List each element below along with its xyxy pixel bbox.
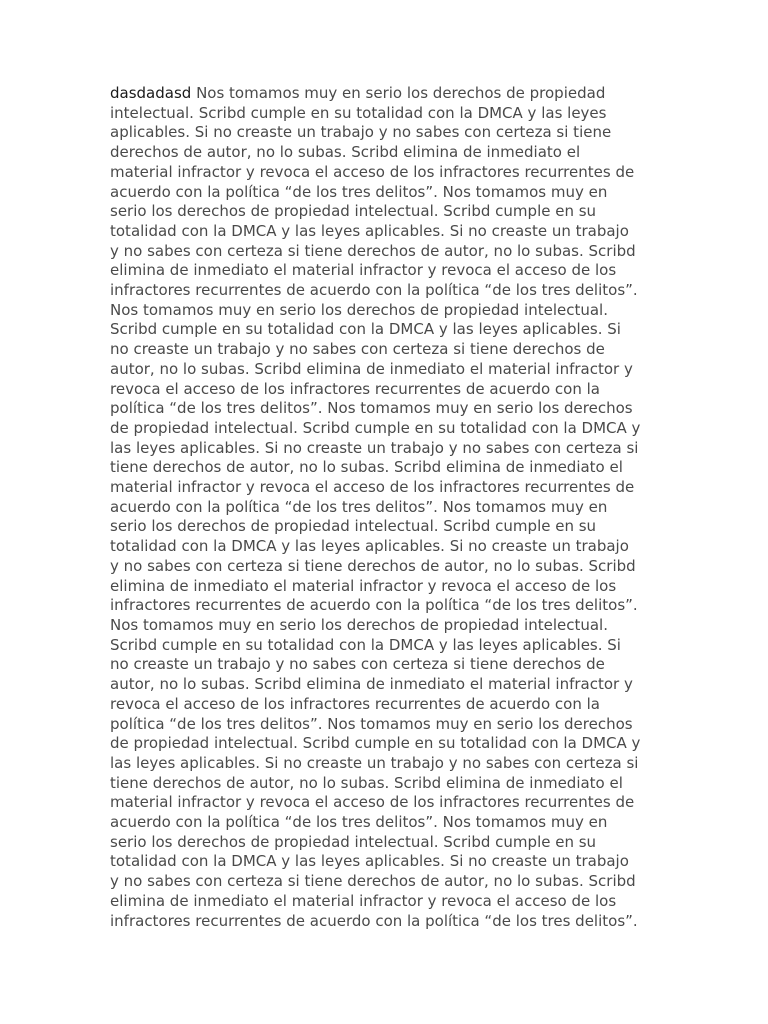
text-line: serio los derechos de propiedad intelectual. Scribd cumple en su (110, 517, 597, 536)
text-line: tiene derechos de autor, no lo subas. Scribd elimina de inmediato el (110, 773, 623, 792)
text-line: autor, no lo subas. Scribd elimina de inmediato el material infractor y (110, 675, 633, 694)
text-line: serio los derechos de propiedad intelectual. Scribd cumple en su (110, 832, 597, 851)
text-line: y no sabes con certeza si tiene derechos de autor, no lo subas. Scribd (110, 556, 636, 575)
text-line (110, 84, 662, 104)
text-line: Nos tomamos muy en serio los derechos de propiedad intelectual. (110, 300, 608, 319)
text-line: de propiedad intelectual. Scribd cumple en su totalidad con la DMCA y (110, 418, 641, 437)
text-line: autor, no lo subas. Scribd elimina de inmediato el material infractor y (110, 359, 633, 378)
text-line: totalidad con la DMCA y las leyes aplicables. Si no creaste un trabajo (110, 221, 629, 240)
document-title: dasdadasd (110, 84, 192, 102)
text-line: las leyes aplicables. Si no creaste un trabajo y no sabes con certeza si (110, 438, 639, 457)
text-line: política “de los tres delitos”. Nos tomamos muy en serio los derechos (110, 399, 633, 418)
text-line: infractores recurrentes de acuerdo con la política “de los tres delitos”. (110, 911, 638, 930)
text-line: infractores recurrentes de acuerdo con la política “de los tres delitos”. (110, 596, 638, 615)
text-line: material infractor y revoca el acceso de los infractores recurrentes de (110, 478, 635, 497)
text-line: revoca el acceso de los infractores recurrentes de acuerdo con la (110, 694, 600, 713)
text-line: las leyes aplicables. Si no creaste un trabajo y no sabes con certeza si (110, 753, 639, 772)
text-line: totalidad con la DMCA y las leyes aplicables. Si no creaste un trabajo (110, 852, 629, 871)
text-line: derechos de autor, no lo subas. Scribd elimina de inmediato el (110, 143, 581, 162)
text-line: no creaste un trabajo y no sabes con certeza si tiene derechos de (110, 340, 605, 359)
text-line: infractores recurrentes de acuerdo con la política “de los tres delitos”. (110, 281, 638, 300)
text-line: acuerdo con la política “de los tres delitos”. Nos tomamos muy en (110, 497, 608, 516)
text-line: de propiedad intelectual. Scribd cumple en su totalidad con la DMCA y (110, 734, 641, 753)
text-line: elimina de inmediato el material infractor y revoca el acceso de los (110, 576, 617, 595)
text-line: acuerdo con la política “de los tres delitos”. Nos tomamos muy en (110, 813, 608, 832)
text-line: material infractor y revoca el acceso de los infractores recurrentes de (110, 162, 635, 181)
text-line: y no sabes con certeza si tiene derechos de autor, no lo subas. Scribd (110, 241, 636, 260)
text-line-content: Nos tomamos muy en serio los derechos de propiedad (191, 84, 606, 102)
text-line: totalidad con la DMCA y las leyes aplicables. Si no creaste un trabajo (110, 537, 629, 556)
body-paragraph (110, 84, 662, 931)
text-line: serio los derechos de propiedad intelectual. Scribd cumple en su (110, 202, 597, 221)
text-line: Nos tomamos muy en serio los derechos de propiedad intelectual. (110, 615, 608, 634)
text-line: elimina de inmediato el material infractor y revoca el acceso de los (110, 891, 617, 910)
text-line: política “de los tres delitos”. Nos tomamos muy en serio los derechos (110, 714, 633, 733)
text-line: revoca el acceso de los infractores recurrentes de acuerdo con la (110, 379, 600, 398)
text-line: acuerdo con la política “de los tres delitos”. Nos tomamos muy en (110, 182, 608, 201)
text-line: y no sabes con certeza si tiene derechos de autor, no lo subas. Scribd (110, 872, 636, 891)
text-line: intelectual. Scribd cumple en su totalidad con la DMCA y las leyes (110, 103, 607, 122)
text-line: aplicables. Si no creaste un trabajo y no sabes con certeza si tiene (110, 123, 612, 142)
text-line: elimina de inmediato el material infractor y revoca el acceso de los (110, 261, 617, 280)
text-line: tiene derechos de autor, no lo subas. Scribd elimina de inmediato el (110, 458, 623, 477)
text-line: no creaste un trabajo y no sabes con certeza si tiene derechos de (110, 655, 605, 674)
text-line: Scribd cumple en su totalidad con la DMCA y las leyes aplicables. Si (110, 320, 621, 339)
text-line: material infractor y revoca el acceso de los infractores recurrentes de (110, 793, 635, 812)
text-line: Scribd cumple en su totalidad con la DMCA y las leyes aplicables. Si (110, 635, 621, 654)
